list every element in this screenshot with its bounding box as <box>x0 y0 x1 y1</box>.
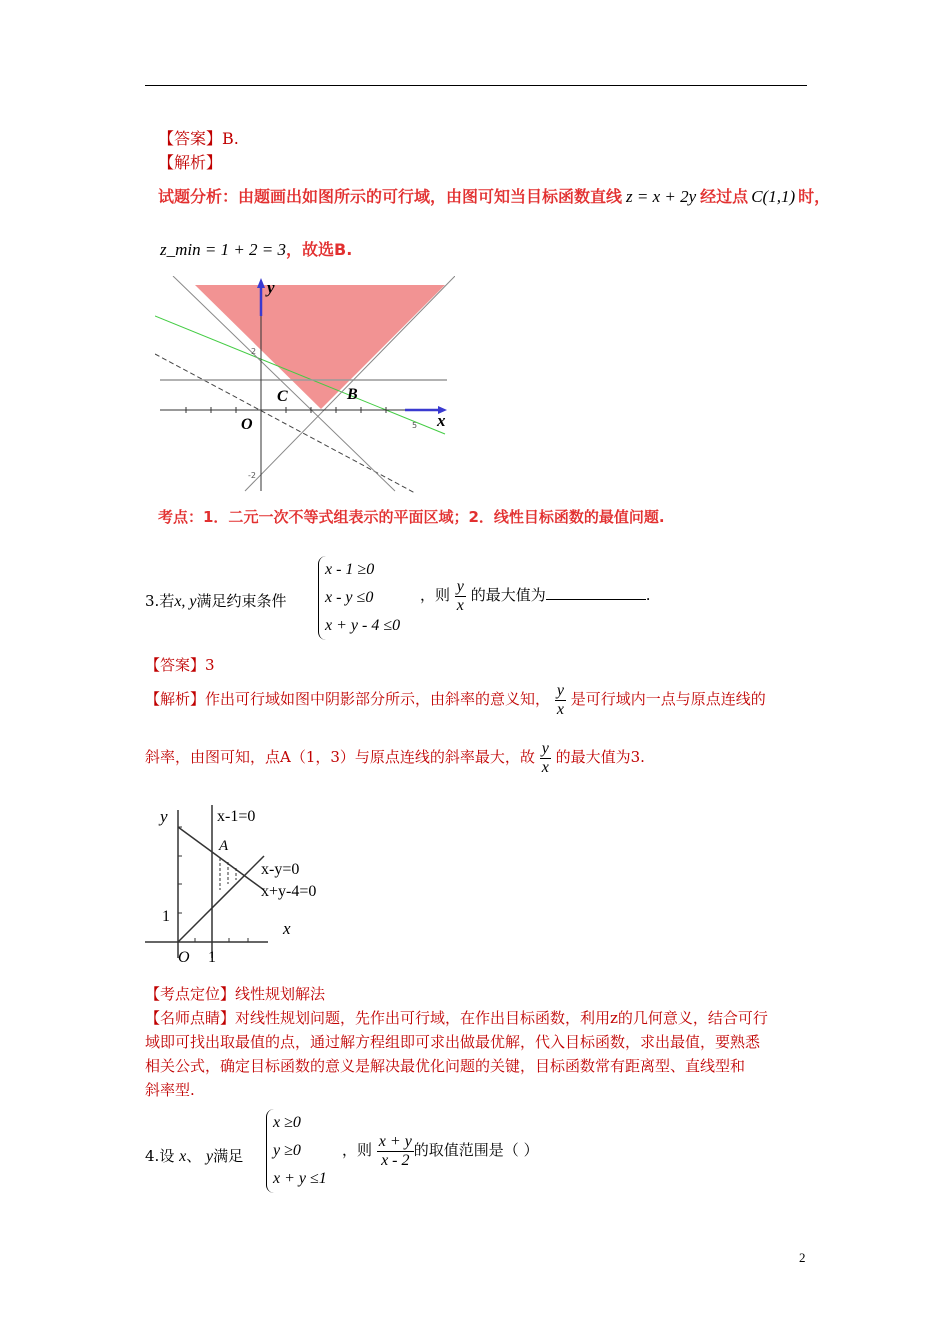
q3-constraint-2: x - y ≤0 <box>325 589 374 606</box>
q3-kaodian: 【考点定位】线性规划解法 <box>145 985 326 1003</box>
point-b-label: B <box>347 386 358 403</box>
tick-2-label: 2 <box>251 347 257 356</box>
q2-feasible-region-figure <box>155 276 455 496</box>
page-number: 2 <box>799 1250 806 1265</box>
label-x-minus-1: x-1=0 <box>217 808 256 825</box>
q3-stem-left: 3.若x, y满足约束条件 <box>145 592 287 610</box>
q4-constraint-system <box>266 1109 345 1193</box>
q2-y-label: y <box>267 278 275 297</box>
q3-comment-line4: 斜率型. <box>145 1081 195 1099</box>
tick-neg2-label: -2 <box>248 471 256 480</box>
q3-comment-line2: 域即可找出取最值的点，通过解方程组即可求出做最优解，代入目标函数，求出最值，要熟悉 <box>145 1033 761 1051</box>
q3-y-label: y <box>160 807 168 826</box>
q4-stem-left: 4.设 x、 y满足 <box>145 1147 244 1165</box>
q3-comment-line3: 相关公式，确定目标函数的意义是解决最优化问题的关键，目标函数常有距离型、直线型和 <box>145 1057 746 1075</box>
q3-stem-right: ，则 $\frac{y}{x}$ 的最大值为 . <box>420 578 651 614</box>
line-x-minus-y <box>178 856 264 942</box>
y-arrowhead-icon <box>257 278 265 288</box>
q4-fraction: $\frac{x + y}{x - 2}$ <box>378 1133 412 1169</box>
q2-kaodian: 考点：1．二元一次不等式组表示的平面区域；2．线性目标函数的最值问题. <box>158 508 665 526</box>
q2-analysis-line2: z_min = 1 + 2 = 3，故选B. <box>160 240 353 259</box>
q3-analysis-line2: 斜率，由图可知，点A（1，3）与原点连线的斜率最大，故 $\frac{y}{x}$ 的最大值为3. <box>145 740 645 776</box>
q3-feasible-region-figure <box>140 800 340 970</box>
q3-constraint-system <box>318 556 425 640</box>
line-x-plus-y-minus-4 <box>178 827 264 890</box>
q3-constraint-3: x + y - 4 ≤0 <box>325 617 401 634</box>
q3-fraction: $\frac{y}{x}$ <box>456 578 464 614</box>
point-c-label: C <box>277 388 288 405</box>
q4-constraint-3: x + y ≤1 <box>273 1170 327 1187</box>
q3-one-y-label: 1 <box>162 908 170 925</box>
q3-answer: 【答案】3 <box>145 656 215 674</box>
q2-origin-label: O <box>241 416 253 433</box>
q2-answer: 【答案】B. <box>158 129 239 148</box>
q3-comment-line1: 【名师点睛】对线性规划问题，先作出可行域，在作出目标函数，利用z的几何意义，结合可行 <box>145 1009 768 1027</box>
header-rule <box>145 85 807 86</box>
q4-constraint-2: y ≥0 <box>273 1142 301 1159</box>
point-a-label: A <box>219 838 229 854</box>
q3-analysis-line1: 【解析】作出可行域如图中阴影部分所示，由斜率的意义知， $\frac{y}{x}$ 是可行域内一点与原点连线的 <box>145 682 766 718</box>
label-x-minus-y: x-y=0 <box>261 861 300 878</box>
q2-x-label: x <box>437 411 446 430</box>
q3-constraint-1: x - 1 ≥0 <box>325 561 375 578</box>
q3-origin-label: O <box>178 949 190 966</box>
q2-analysis-line1: 试题分析：由题画出如图所示的可行域，由图可知当目标函数直线 z = x + 2y 经过点 C(1,1) 时， <box>158 187 831 206</box>
q2-analysis-label: 【解析】 <box>158 153 223 172</box>
q3-x-label: x <box>283 919 291 938</box>
answer-blank <box>546 599 646 600</box>
label-x-plus-y-minus-4: x+y-4=0 <box>261 883 317 900</box>
q4-stem-right: ，则 $\frac{x + y}{x - 2}$ 的取值范围是（ ） <box>342 1133 539 1169</box>
q3-one-x-label: 1 <box>208 949 216 966</box>
q4-constraint-1: x ≥0 <box>273 1114 301 1131</box>
tick-5-label: 5 <box>412 421 418 430</box>
